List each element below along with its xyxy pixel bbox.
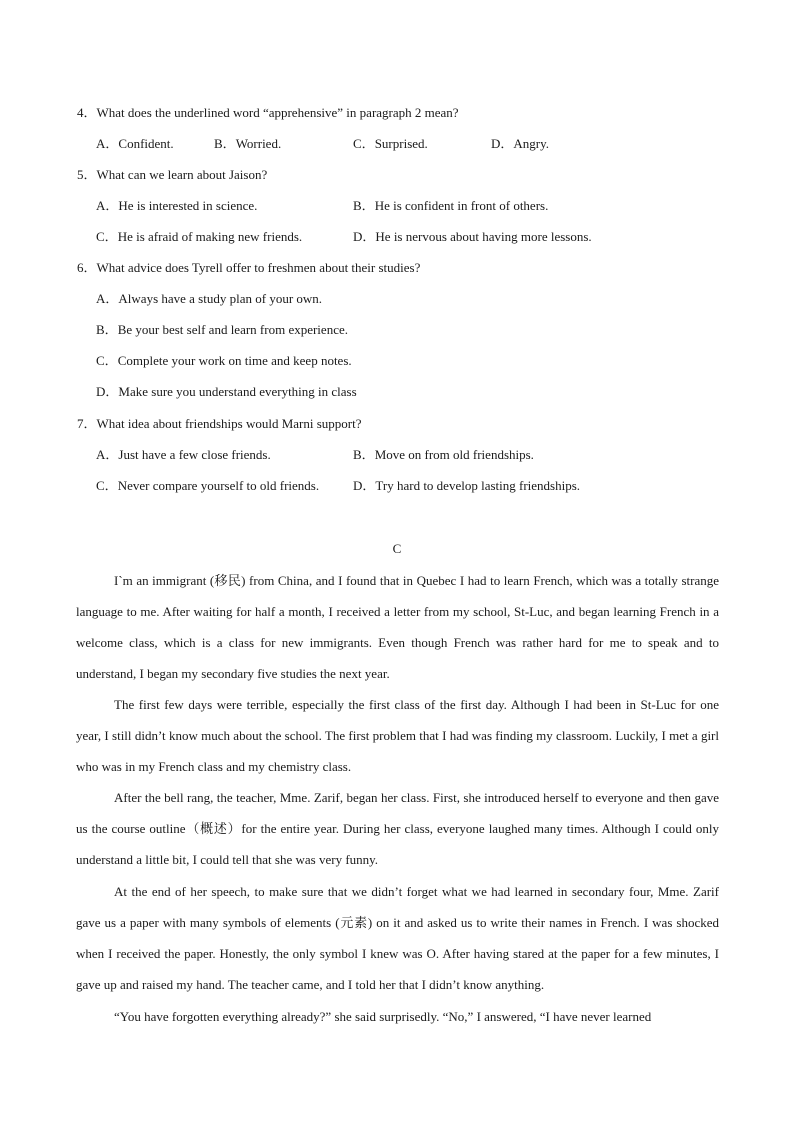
option-4b[interactable]: B．Worried. <box>214 136 282 151</box>
question-number: 6 <box>77 260 84 275</box>
question-7: 7．What idea about friendships would Marni support? <box>77 416 362 431</box>
question-number: 4 <box>77 105 84 120</box>
question-stem: What advice does Tyrell offer to freshmen about their studies? <box>96 260 421 275</box>
question-stem: What idea about friendships would Marni support? <box>96 416 362 431</box>
question-6: 6．What advice does Tyrell offer to freshmen about their studies? <box>77 260 421 275</box>
option-5b[interactable]: B．He is confident in front of others. <box>353 198 549 213</box>
option-4c[interactable]: C．Surprised. <box>353 136 428 151</box>
passage-paragraph-3: After the bell rang, the teacher, Mme. Zarif, began her class. First, she introduced herself to everyone and then gave us the course outline（概述）for the entire year. During her class, everyone laughed many times. Although I could only understand a little bit, I could tell that she was very funny. <box>76 790 719 867</box>
question-stem: What does the underlined word “apprehensive” in paragraph 2 mean? <box>96 105 459 120</box>
option-4d[interactable]: D．Angry. <box>491 136 550 151</box>
question-number: 7 <box>77 416 84 431</box>
option-6d[interactable]: D．Make sure you understand everything in class <box>96 384 357 399</box>
option-5c[interactable]: C．He is afraid of making new friends. <box>96 229 303 244</box>
option-5a[interactable]: A．He is interested in science. <box>96 198 258 213</box>
passage-paragraph-1: I`m an immigrant (移民) from China, and I found that in Quebec I had to learn French, which was a totally strange language to me. After waiting for half a month, I received a letter from my school, St-Luc, and began learning French in a welcome class, which is a class for new immigrants. Even though French was rather hard for me to speak and to understand, I began my secondary five studies the next year. <box>76 573 719 681</box>
option-7b[interactable]: B．Move on from old friendships. <box>353 447 534 462</box>
passage-paragraph-2: The first few days were terrible, especially the first class of the first day. Although I had been in St-Luc for one year, I still didn’t know much about the school. The first problem that I had was finding my classroom. Luckily, I met a girl who was in my French class and my chemistry class. <box>76 697 719 774</box>
section-heading: C <box>392 541 402 556</box>
question-4: 4．What does the underlined word “apprehensive” in paragraph 2 mean? <box>77 105 459 120</box>
option-6c[interactable]: C．Complete your work on time and keep notes. <box>96 353 352 368</box>
option-7d[interactable]: D．Try hard to develop lasting friendships. <box>353 478 581 493</box>
option-4a[interactable]: A．Confident. <box>96 136 174 151</box>
option-6b[interactable]: B．Be your best self and learn from experience. <box>96 322 348 337</box>
option-6a[interactable]: A．Always have a study plan of your own. <box>96 291 323 306</box>
passage-paragraph-5: “You have forgotten everything already?” she said surprisedly. “No,” I answered, “I have never learned <box>114 1009 652 1024</box>
option-7a[interactable]: A．Just have a few close friends. <box>96 447 271 462</box>
option-7c[interactable]: C．Never compare yourself to old friends. <box>96 478 320 493</box>
question-stem: What can we learn about Jaison? <box>96 167 268 182</box>
question-number: 5 <box>77 167 84 182</box>
passage-paragraph-4: At the end of her speech, to make sure that we didn’t forget what we had learned in secondary four, Mme. Zarif gave us a paper with many symbols of elements (元素) on it and asked us to write their names in French. I was shocked when I received the paper. Honestly, the only symbol I knew was O. After having stared at the paper for a few minutes, I gave up and raised my hand. The teacher came, and I told her that I didn’t know anything. <box>76 884 719 992</box>
question-5: 5．What can we learn about Jaison? <box>77 167 268 182</box>
option-5d[interactable]: D．He is nervous about having more lessons. <box>353 229 592 244</box>
